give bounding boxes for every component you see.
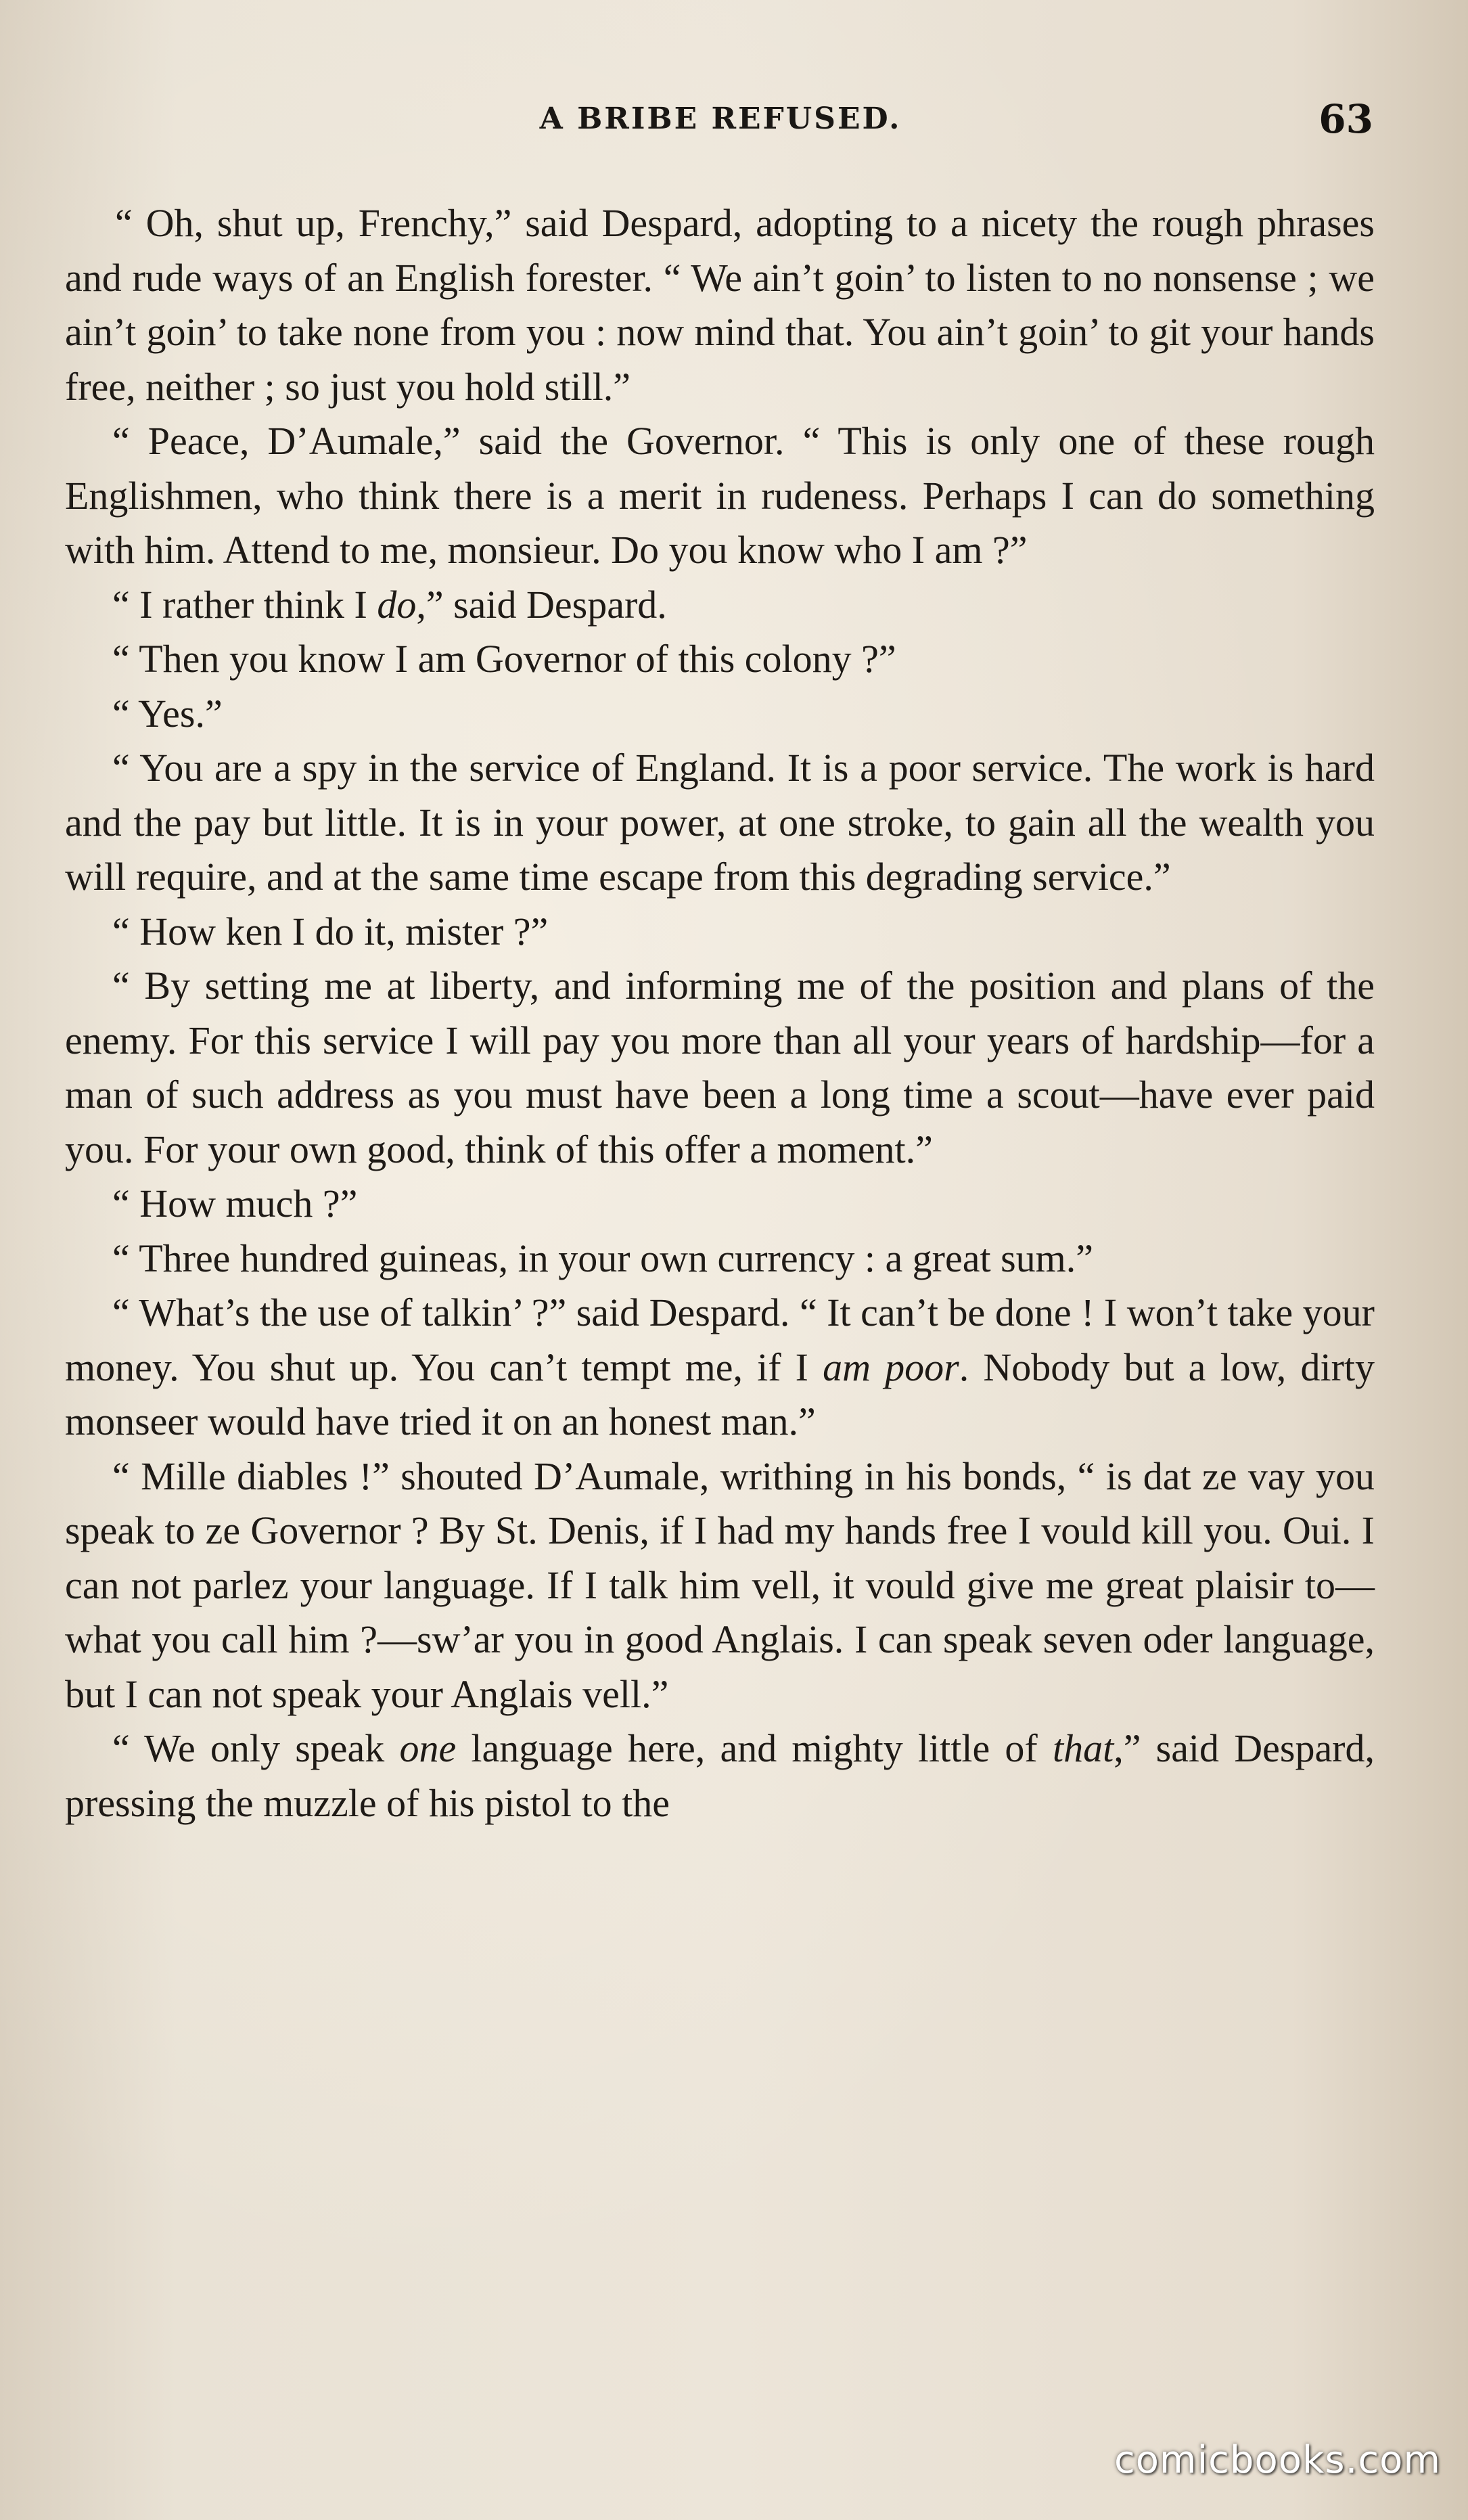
site-watermark: comicbooks.com [1114, 2438, 1441, 2482]
italic-text: that [1052, 1726, 1114, 1770]
chapter-title: A BRIBE REFUSED. [539, 102, 902, 136]
italic-text: one [399, 1726, 457, 1770]
text-run: “ Three hundred guineas, in your own currency : a great sum.” [112, 1236, 1094, 1280]
paragraph [65, 1232, 1375, 1286]
text-run: “ How ken I do it, mister ?” [112, 909, 549, 953]
text-run: “ Then you know I am Governor of this colony ?” [112, 637, 896, 681]
text-run: “ Peace, D’Aumale,” said the Governor. “ This is only one of these rough Englishmen, who think there is a merit in rudeness. Perhaps I can do something with him. Attend to me, monsieur. Do you know who I am ?” [65, 419, 1375, 572]
paragraph [65, 1286, 1375, 1449]
paragraph [65, 578, 1375, 633]
text-run: ,” said Despard, pressing the muzzle of his pistol to the [65, 1726, 1375, 1825]
paragraph [65, 687, 1375, 742]
paragraph [65, 741, 1375, 905]
text-run: “ How much ?” [112, 1182, 358, 1225]
text-run: “ Oh, shut up, Frenchy,” said Despard, adopting to a nicety the rough phrases and rude ways of an English forester. “ We ain’t goin’ to listen to no nonsense ; we ain’t goin’ to take none from you : now mind that. You ain’t goin’ to git your hands free, neither ; so just you hold still.” [65, 201, 1375, 409]
paragraph [65, 414, 1375, 578]
text-run: “ Mille diables !” shouted D’Aumale, writhing in his bonds, “ is dat ze vay you speak to ze Governor ? By St. Denis, if I had my hands free I vould kill you. Oui. I can not parlez your language. If I talk him vell, it vould give me great plaisir to—what you call him ?—sw’ar you in good Anglais. I can speak seven oder language, but I can not speak your Anglais vell.” [65, 1454, 1375, 1716]
paragraph [65, 196, 1375, 414]
text-run: “ Yes.” [112, 691, 223, 736]
paragraph [65, 1177, 1375, 1232]
paragraph [65, 959, 1375, 1177]
italic-text: am poor [823, 1345, 959, 1389]
text-run: . Nobody but a low, dirty monseer would have tried it on an honest man.” [65, 1345, 1375, 1443]
page-number: 63 [1318, 96, 1373, 142]
text-run: ,” said Despard. [416, 582, 667, 627]
text-run: “ You are a spy in the service of England. It is a poor service. The work is hard and the pay but little. It is in your power, at one stroke, to gain all the wealth you will require, and at the same time escape from this degrading service.” [65, 746, 1375, 899]
paragraph [65, 905, 1375, 960]
paragraph [65, 1449, 1375, 1722]
paragraph [65, 632, 1375, 687]
body-text [65, 196, 1375, 1830]
text-run: “ We only speak [112, 1726, 400, 1770]
italic-text: do [377, 582, 417, 627]
running-head [68, 96, 1373, 149]
text-run: “ What’s the use of talkin’ ?” said Despard. “ It can’t be done ! I won’t take your money. You shut up. You can’t tempt me, if I [65, 1290, 1375, 1389]
text-run: language here, and mighty little of [456, 1726, 1053, 1770]
paragraph [65, 1722, 1375, 1830]
text-run: “ I rather think I [112, 582, 377, 627]
text-run: “ By setting me at liberty, and informing me of the position and plans of the enemy. For this service I will pay you more than all your years of hardship—for a man of such address as you must have been a long time a scout—have ever paid you. For your own good, think of this offer a moment.” [65, 964, 1375, 1171]
